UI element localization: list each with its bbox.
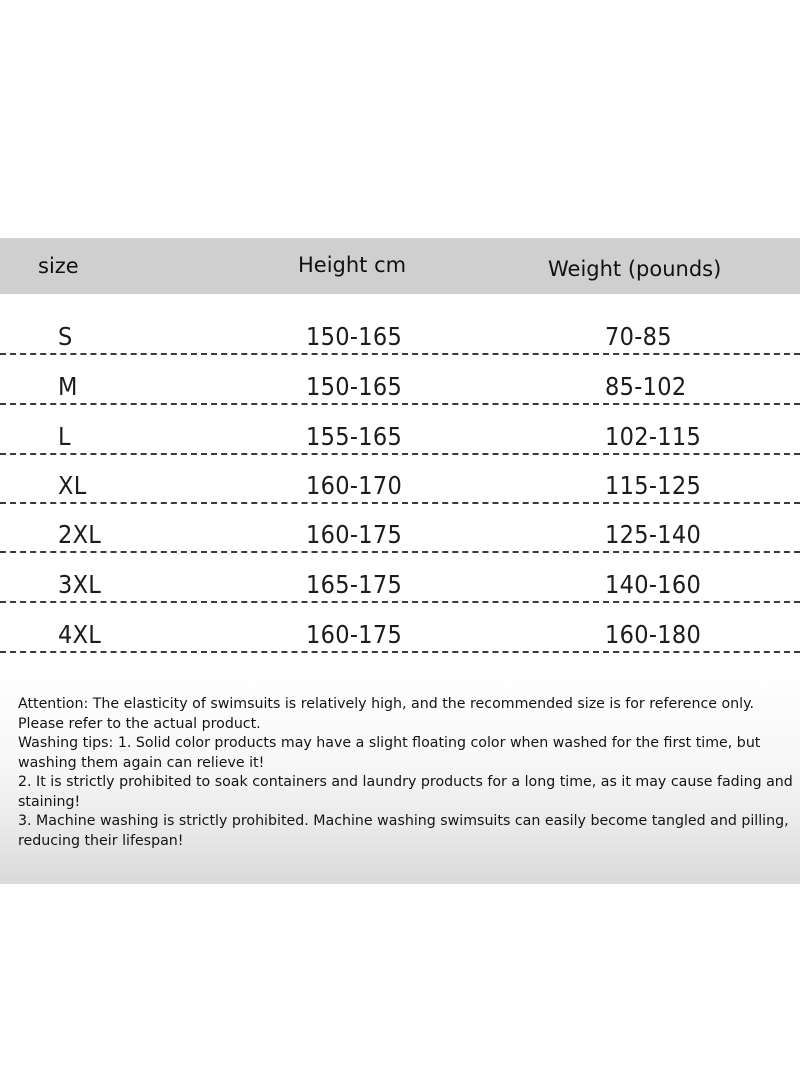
table-row [0,304,800,354]
size-cell: L [58,422,71,451]
washing-tip-2: 2. It is strictly prohibited to soak containers and laundry products for a long time, as it may cause fading and staining! [18,774,793,810]
header-size: size [38,254,79,278]
table-row [0,602,800,652]
washing-tip-3: 3. Machine washing is strictly prohibited. Machine washing swimsuits can easily become tangled and pilling, reducing their lifespan! [18,813,789,849]
weight-cell: 70-85 [605,322,672,351]
header-weight: Weight (pounds) [548,257,722,281]
table-row [0,404,800,454]
size-cell: M [58,372,78,401]
header-height: Height cm [298,253,407,277]
table-row [0,552,800,602]
height-cell: 160-170 [306,471,403,500]
height-cell: 160-175 [306,620,403,649]
height-cell: 160-175 [306,520,403,549]
attention-note: Attention: The elasticity of swimsuits is relatively high, and the recommended size is for reference only. Please refer to the actual product. [18,696,754,732]
weight-cell: 102-115 [605,422,702,451]
size-cell: 3XL [58,570,102,599]
table-row [0,502,800,552]
size-cell: 4XL [58,620,102,649]
height-cell: 150-165 [306,322,403,351]
weight-cell: 140-160 [605,570,702,599]
weight-cell: 115-125 [605,471,702,500]
washing-tip-1: Washing tips: 1. Solid color products may have a slight floating color when washed for the first time, but washing them again can relieve it! [18,735,761,771]
size-cell: 2XL [58,520,102,549]
row-divider [0,651,800,653]
size-cell: S [58,322,73,351]
weight-cell: 85-102 [605,372,687,401]
size-cell: XL [58,471,87,500]
care-notes [18,695,800,851]
height-cell: 155-165 [306,422,403,451]
weight-cell: 125-140 [605,520,702,549]
table-row [0,354,800,404]
height-cell: 150-165 [306,372,403,401]
weight-cell: 160-180 [605,620,702,649]
table-row [0,453,800,503]
height-cell: 165-175 [306,570,403,599]
